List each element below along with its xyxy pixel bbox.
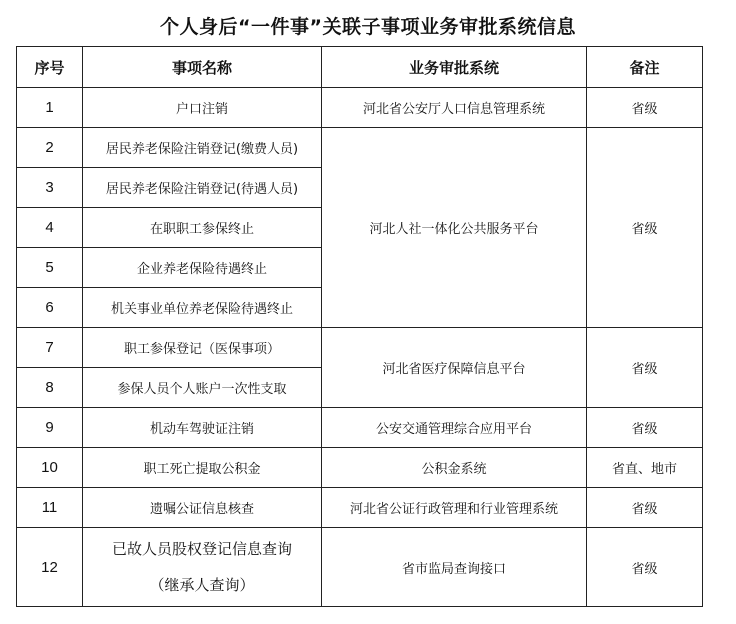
table-row [17, 128, 703, 168]
row-no: 4 [17, 208, 83, 248]
row-note: 省级 [587, 408, 703, 448]
table-row [17, 408, 703, 448]
row-approval-system: 河北省公安厅人口信息管理系统 [322, 88, 587, 128]
row-item-name-line1: 已故人员股权登记信息查询 [111, 540, 292, 558]
row-approval-system: 省市监局查询接口 [322, 528, 587, 607]
page-title: 个人身后“一件事”关联子事项业务审批系统信息 [160, 16, 576, 38]
table-row [17, 528, 703, 607]
row-note: 省直、地市 [587, 448, 703, 488]
table-row [17, 88, 703, 128]
row-item-name [83, 528, 322, 607]
row-item-name: 户口注销 [83, 88, 322, 128]
header-approval-system: 业务审批系统 [322, 47, 587, 88]
row-note: 省级 [587, 328, 703, 408]
row-approval-system: 河北省医疗保障信息平台 [322, 328, 587, 408]
row-item-name: 机动车驾驶证注销 [83, 408, 322, 448]
row-item-name: 居民养老保险注销登记(待遇人员) [83, 168, 322, 208]
table-row [17, 448, 703, 488]
row-no: 9 [17, 408, 83, 448]
row-item-name: 参保人员个人账户一次性支取 [83, 368, 322, 408]
row-item-name: 职工死亡提取公积金 [83, 448, 322, 488]
header-note: 备注 [587, 47, 703, 88]
row-no: 5 [17, 248, 83, 288]
row-item-name: 遗嘱公证信息核查 [83, 488, 322, 528]
header-no: 序号 [17, 47, 83, 88]
table-header-row [17, 47, 703, 88]
row-item-name: 在职职工参保终止 [83, 208, 322, 248]
row-no: 11 [17, 488, 83, 528]
header-item-name: 事项名称 [83, 47, 322, 88]
table-row [17, 488, 703, 528]
row-item-name: 职工参保登记（医保事项） [83, 328, 322, 368]
row-no: 7 [17, 328, 83, 368]
row-no: 8 [17, 368, 83, 408]
row-item-name: 企业养老保险待遇终止 [83, 248, 322, 288]
row-item-name: 机关事业单位养老保险待遇终止 [83, 288, 322, 328]
row-approval-system: 公安交通管理综合应用平台 [322, 408, 587, 448]
row-note: 省级 [587, 128, 703, 328]
row-note: 省级 [587, 528, 703, 607]
row-approval-system: 公积金系统 [322, 448, 587, 488]
row-item-name-line2: （继承人查询） [149, 576, 255, 594]
row-item-name: 居民养老保险注销登记(缴费人员) [83, 128, 322, 168]
row-no: 1 [17, 88, 83, 128]
row-note: 省级 [587, 488, 703, 528]
row-no: 12 [17, 528, 83, 607]
row-approval-system: 河北人社一体化公共服务平台 [322, 128, 587, 328]
row-no: 6 [17, 288, 83, 328]
table-row [17, 328, 703, 368]
row-no: 10 [17, 448, 83, 488]
row-no: 3 [17, 168, 83, 208]
row-approval-system: 河北省公证行政管理和行业管理系统 [322, 488, 587, 528]
system-info-table [16, 46, 703, 607]
row-no: 2 [17, 128, 83, 168]
row-note: 省级 [587, 88, 703, 128]
